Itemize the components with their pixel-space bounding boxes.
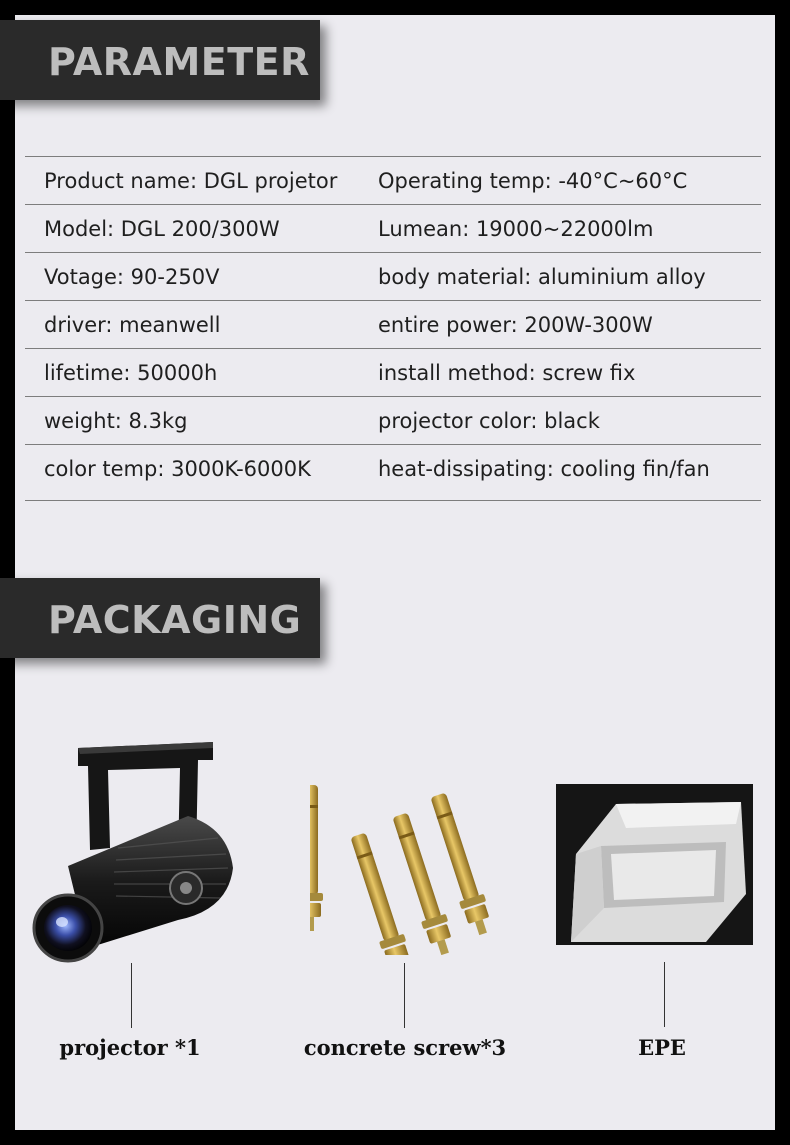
spec-lifetime: lifetime: 50000h <box>44 360 218 385</box>
parameter-section-header <box>0 20 320 100</box>
spec-product-name: Product name: DGL projetor <box>44 168 338 193</box>
spec-operating-temp: Operating temp: -40°C~60°C <box>378 168 688 193</box>
parameter-title: PARAMETER <box>48 40 310 84</box>
spec-lumen: Lumean: 19000~22000lm <box>378 216 654 241</box>
spec-projector-color: projector color: black <box>378 408 600 433</box>
packaging-section-header <box>0 578 320 658</box>
table-row <box>25 205 761 253</box>
spec-model: Model: DGL 200/300W <box>44 216 280 241</box>
spec-entire-power: entire power: 200W-300W <box>378 312 653 337</box>
screw-callout-line <box>404 963 405 1028</box>
epe-callout-line <box>664 962 665 1027</box>
expansion-bolts-image <box>310 785 500 955</box>
table-row <box>25 253 761 301</box>
spec-install-method: install method: screw fix <box>378 360 636 385</box>
spec-voltage: Votage: 90-250V <box>44 264 220 289</box>
spec-driver: driver: meanwell <box>44 312 221 337</box>
spec-color-temp: color temp: 3000K-6000K <box>44 457 311 481</box>
packaging-title: PACKAGING <box>48 598 302 642</box>
epe-label: EPE <box>638 1035 686 1060</box>
concrete-screw-label: concrete screw*3 <box>303 1035 507 1060</box>
parameter-table <box>25 156 761 501</box>
spec-weight: weight: 8.3kg <box>44 408 188 433</box>
table-row <box>25 397 761 445</box>
projector-image <box>28 738 248 963</box>
table-row <box>25 301 761 349</box>
foam-box-image <box>556 784 753 945</box>
table-row <box>25 349 761 397</box>
projector-callout-line <box>131 963 132 1028</box>
spec-heat-dissipating: heat-dissipating: cooling fin/fan <box>378 457 710 481</box>
spec-body-material: body material: aluminium alloy <box>378 264 706 289</box>
table-row <box>25 445 761 501</box>
table-row <box>25 157 761 205</box>
projector-label: projector *1 <box>59 1035 201 1060</box>
